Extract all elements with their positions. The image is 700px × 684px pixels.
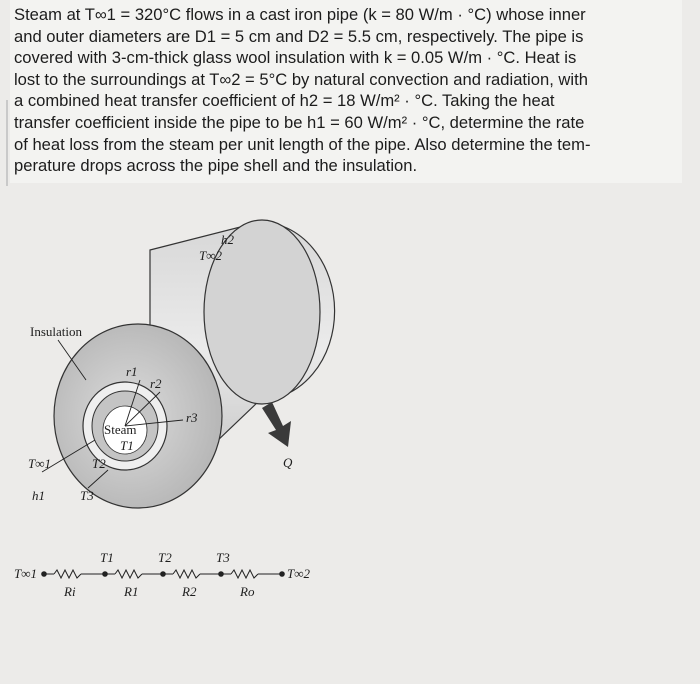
- problem-line: Steam at T∞1 = 320°C flows in a cast iron pipe (k = 80 W/m · °C) whose inner: [14, 5, 586, 24]
- label-t2: T2: [92, 456, 106, 471]
- insulation-label: Insulation: [30, 324, 82, 339]
- circuit-tinf2: T∞2: [287, 566, 310, 581]
- problem-line: and outer diameters are D1 = 5 cm and D2 = 5.5 cm, respectively. The pipe is: [14, 26, 584, 46]
- circuit-t2: T2: [158, 550, 172, 565]
- problem-line: transfer coefficient inside the pipe to be h1 = 60 W/m² · °C, determine the rate: [14, 112, 585, 132]
- circuit-t1: T1: [100, 550, 114, 565]
- circuit-node: [218, 571, 224, 577]
- circuit-node: [279, 571, 285, 577]
- circuit-r1: R1: [124, 584, 139, 599]
- circuit-node: [41, 571, 47, 577]
- problem-line: a combined heat transfer coefficient of h2 = 18 W/m² · °C. Taking the heat: [14, 91, 555, 111]
- label-tinf1: T∞1: [28, 456, 51, 471]
- label-q: Q: [283, 455, 293, 470]
- circuit-ro: Ro: [240, 584, 255, 599]
- label-t1: T1: [120, 438, 134, 453]
- label-r3: r3: [186, 410, 198, 425]
- label-r2: r2: [150, 376, 162, 391]
- problem-line: covered with 3-cm-thick glass wool insulation with k = 0.05 W/m · °C. Heat is: [14, 48, 577, 68]
- problem-line: lost to the surroundings at T∞2 = 5°C by natural convection and radiation, with: [14, 69, 588, 89]
- circuit-t3: T3: [216, 550, 230, 565]
- problem-line: perature drops across the pipe shell and the insulation.: [14, 156, 418, 176]
- circuit-node: [102, 571, 108, 577]
- circuit-ri: Ri: [64, 584, 76, 599]
- steam-label: Steam: [104, 422, 137, 437]
- heat-arrow-icon: [262, 402, 291, 447]
- label-h2: h2: [221, 232, 234, 247]
- circuit-tinf1: T∞1: [14, 566, 37, 581]
- circuit-node: [160, 571, 166, 577]
- problem-line: of heat loss from the steam per unit length of the pipe. Also determine the tem-: [14, 134, 591, 154]
- label-h1: h1: [32, 488, 45, 503]
- circuit-r2: R2: [182, 584, 197, 599]
- label-t3: T3: [80, 488, 94, 503]
- label-tinf2: T∞2: [199, 248, 222, 263]
- label-r1: r1: [126, 364, 138, 379]
